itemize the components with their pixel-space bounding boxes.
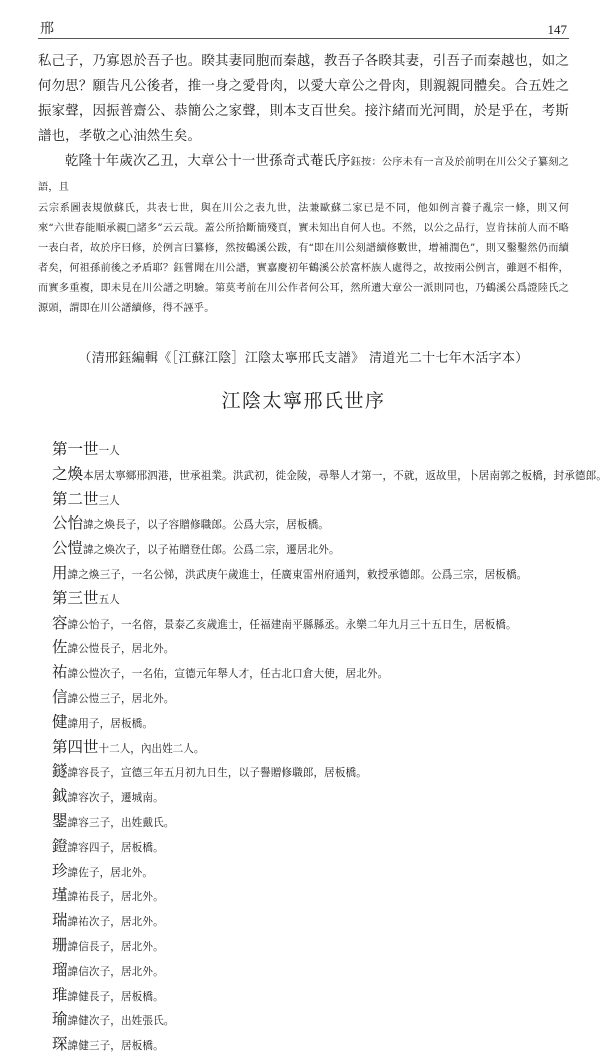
person-name: 瑜 <box>52 1010 68 1029</box>
person-entry <box>52 561 569 586</box>
person-entry <box>52 536 569 561</box>
person-entry <box>52 809 569 834</box>
person-name: 用 <box>52 563 68 582</box>
person-description: 諱容長子，宣德三年五月初九日生，以子譽贈修職郎，居板橋。 <box>67 767 367 780</box>
person-name: 鉞 <box>52 787 68 806</box>
person-name: 鐙 <box>52 836 68 855</box>
generation-heading <box>52 437 569 462</box>
person-entry <box>52 660 569 685</box>
person-entry <box>52 611 569 636</box>
person-entry <box>52 1032 569 1057</box>
page-number: 147 <box>547 22 567 37</box>
person-name: 瑞 <box>52 911 68 930</box>
person-name: 佐 <box>52 638 68 657</box>
running-title: 邢 <box>40 21 54 37</box>
person-description: 諱容次子，遷城南。 <box>67 792 164 805</box>
person-entry <box>52 511 569 536</box>
generation-heading <box>52 735 569 760</box>
genealogy-list <box>38 437 608 1057</box>
person-entry <box>52 883 569 908</box>
editor-note: 云宗系圖表規倣蘇氏，共表七世，與在川公之表九世，法兼歐蘇二家已是不同，他如例言養子亂宗一條，則又何來“六世春能順承親□諸多”云云哉。蓋公所拾斷簡殘頁，實未知出自何人也。不然，以公之品行，豈肯抹前人而不略一表白者，故於序曰修，於例言曰纂修，然按鶴溪公跋，有“即在川公刻譜續修數世，增補潤色”，則又鑿鑿然仍而續者矣，何祖孫前後之矛盾耶？鈺嘗聞在川公譜，實嘉慶初年鶴溪公於富杯族人處得之，故按兩公例言，雖迥不相侔，而實多重複，即未見在川公譜之明驗。第莫考前在川公作者何公耳，然所遺大章公一派則同也，乃鶴溪公爲證陸氏之源頭，謂即在川公譜續修，得不誣乎。 <box>38 203 569 314</box>
person-entry <box>52 462 608 487</box>
person-name: 祐 <box>52 663 68 682</box>
person-description: 諱之煥長子，以子容贈修職郎。公爲大宗，居板橋。 <box>83 519 329 532</box>
person-description: 諱公愷三子，居北外。 <box>67 692 175 705</box>
person-name: 琟 <box>52 985 68 1004</box>
person-entry <box>52 1007 569 1032</box>
person-name: 鐩 <box>52 762 68 781</box>
generation-title: 第二世 <box>52 489 99 508</box>
generation-count: 十二人，內出姓二人。 <box>98 742 205 755</box>
person-description: 諱祐次子，居北外。 <box>67 916 164 929</box>
generation-title: 第一世 <box>52 440 99 458</box>
person-entry <box>52 958 569 983</box>
person-description: 諱容三子，出姓戴氏。 <box>67 816 175 829</box>
person-description: 諱容四子，居板橋。 <box>67 841 164 854</box>
generation-title: 第四世 <box>52 737 99 756</box>
person-description: 諱健三子，居板橋。 <box>67 1040 164 1053</box>
editor-note-inline: 鈺按：公序未有一言及於前明在川公父子纂刻之語，且 <box>38 157 569 193</box>
person-entry <box>52 983 569 1008</box>
person-name: 健 <box>52 712 68 731</box>
person-entry <box>52 933 569 958</box>
person-description: 諱信次子，居北外。 <box>67 965 164 978</box>
person-entry <box>52 759 569 784</box>
person-description: 諱公愷次子，一名佑，宣德元年舉人才，任古北口倉大使，居北外。 <box>67 668 389 681</box>
generation-count: 一人 <box>98 445 120 457</box>
person-entry <box>52 784 569 809</box>
generation-count: 五人 <box>98 593 120 606</box>
person-name: 鑍 <box>52 811 68 830</box>
person-name: 瑠 <box>52 960 68 979</box>
person-entry <box>52 685 569 710</box>
person-name: 公愷 <box>52 539 84 558</box>
person-description: 諱之煥三子，一名公悌，洪武庚午歲進士，任廣東雷州府通判，敕授承德郎。公爲三宗，居板橋。 <box>67 568 528 581</box>
person-name: 琛 <box>52 1035 68 1054</box>
person-name: 珍 <box>52 861 68 880</box>
person-description: 諱公怡子，一名傛，景泰乙亥歲進士，任福建南平縣縣丞。永樂二年九月三十五日生，居板橋。 <box>67 618 517 631</box>
generation-heading <box>52 487 569 512</box>
person-name: 珊 <box>52 935 68 954</box>
person-entry <box>52 908 569 933</box>
person-description: 諱健次子，出姓張氏。 <box>67 1015 175 1028</box>
source-citation: （清邢鈺編輯《［江蘇江陰］江陰太寧邢氏支譜》 清道光二十七年木活字本） <box>78 351 529 366</box>
person-description: 諱之煥次子，以子祐贈登仕郎。公爲二宗，遷居北外。 <box>83 544 340 557</box>
person-description: 諱祐長子，居北外。 <box>67 891 164 904</box>
section-title: 江陰太寧邢氏世序 <box>221 390 386 412</box>
main-text <box>38 49 569 319</box>
preface-main: 乾隆十年歲次乙丑，大章公十一世孫奇式菴氏序 <box>65 154 351 169</box>
generation-title: 第三世 <box>52 588 99 607</box>
person-name: 信 <box>52 687 68 706</box>
book-page <box>38 14 608 1057</box>
person-description: 諱健長子，居板橋。 <box>67 990 164 1003</box>
continuation-paragraph: 私己子，乃寡恩於吾子也。睽其妻同胞而秦越，教吾子各睽其妻，引吾子而秦越也，如之何勿思？願告凡公後者，推一身之愛骨肉，以愛大章公之骨肉，則親親同體矣。合五姓之振家聲，因振普齋公、恭簡公之家聲，則本支百世矣。接汴緒而光河間，於是乎在，考斯譜也，孝敬之心油然生矣。 <box>38 54 569 144</box>
person-description: 諱佐子，居北外。 <box>67 866 154 879</box>
person-name: 之煥 <box>52 464 84 483</box>
person-name: 公怡 <box>52 514 84 533</box>
generation-heading <box>52 586 569 611</box>
running-header <box>38 14 569 39</box>
person-name: 瑾 <box>52 886 68 905</box>
person-entry <box>52 834 569 859</box>
person-description: 諱用子，居板橋。 <box>67 717 154 730</box>
preface-attribution <box>38 149 569 199</box>
person-description: 本居太寧鄉邢泗港，世承祖業。洪武初，徙金陵，尋舉人才第一，不就，返故里，卜居南郭之板橋，封承德郎。 <box>83 469 608 482</box>
person-entry <box>52 635 569 660</box>
person-name: 容 <box>52 613 68 632</box>
person-description: 諱公愷長子，居北外。 <box>67 643 175 656</box>
person-entry <box>52 710 569 735</box>
generation-count: 三人 <box>98 494 120 507</box>
person-description: 諱信長子，居北外。 <box>67 940 164 953</box>
person-entry <box>52 859 569 884</box>
